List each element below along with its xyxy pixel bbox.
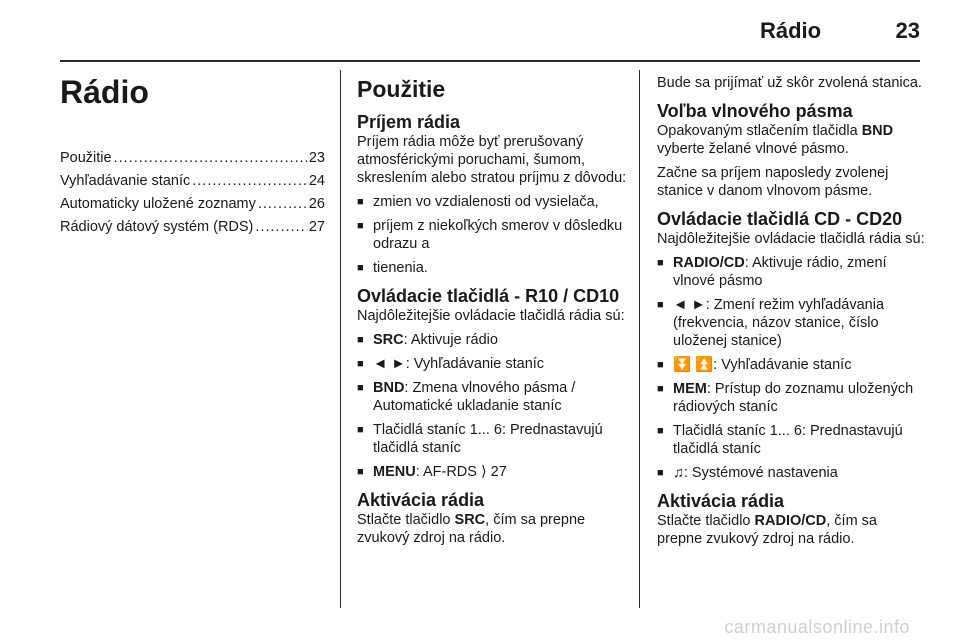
paragraph: Najdôležitejšie ovládacie tlačidlá rádia sú: (657, 231, 925, 247)
bullet-list (357, 331, 627, 481)
toc-entry-title: Vyhľadávanie staníc (60, 173, 191, 189)
key-label: RADIO/CD (673, 255, 745, 271)
list-item: ■ príjem z niekoľkých smerov v dôsledku odrazu a (357, 217, 627, 253)
list-item (657, 356, 925, 374)
item-text: ◄ ►: Zmení režim vyhľadávania (frekvencia, názov stanice, číslo uloženej stanice) (673, 297, 885, 349)
toc-entry-page: 24 (308, 173, 325, 189)
toc-entry-title: Rádiový dátový systém (RDS) (60, 219, 254, 235)
watermark: carmanualsonline.info (724, 617, 910, 637)
subsection-title-activation: Aktivácia rádia (657, 491, 785, 511)
list-item (657, 422, 925, 458)
toc-leader-dots (114, 148, 307, 168)
paragraph: Najdôležitejšie ovládacie tlačidlá rádia sú: (357, 308, 625, 324)
bullet-list (357, 193, 627, 277)
subsection-title-reception: Príjem rádia (357, 112, 461, 132)
text-run: , čím sa prepne zvukový zdroj na rádio. (357, 512, 586, 546)
paragraph (657, 512, 925, 548)
paragraph (657, 122, 925, 158)
item-text: : Aktivuje rádio, zmení vlnové pásmo (673, 255, 887, 289)
item-text: : Aktivuje rádio (403, 332, 498, 348)
toc-entry[interactable] (60, 148, 325, 168)
column-divider-2 (639, 70, 640, 608)
chapter-title: Rádio (60, 74, 149, 110)
list-item: ■ zmien vo vzdialenosti od vysielača, (357, 193, 627, 211)
item-text: : AF-RDS ⟩ 27 (415, 464, 507, 480)
bullet-list (657, 254, 925, 482)
item-text: Tlačidlá staníc 1... 6: Prednastavujú tlačidlá staníc (373, 422, 603, 456)
key-label: MEM (673, 381, 707, 397)
list-item (357, 421, 627, 457)
content-column-3 (657, 74, 925, 554)
toc-entry-title: Použitie (60, 150, 112, 166)
key-label: BND (373, 380, 405, 396)
key-label: BND (861, 123, 894, 139)
key-label: MENU (373, 464, 416, 480)
key-label: RADIO/CD (754, 513, 827, 529)
toc-entry-page: 27 (308, 219, 325, 235)
key-label: SRC (373, 332, 404, 348)
toc-leader-dots (192, 171, 307, 191)
content-column-2 (357, 74, 627, 553)
item-text: Tlačidlá staníc 1... 6: Prednastavujú tlačidlá staníc (673, 423, 903, 457)
text-run: , čím sa prepne zvukový zdroj na rádio. (657, 513, 877, 547)
toc-entry-page: 23 (308, 150, 325, 166)
header-title: Rádio (760, 18, 822, 43)
list-item (357, 331, 627, 349)
list-item (357, 379, 627, 415)
toc-leader-dots (258, 194, 307, 214)
paragraph: Začne sa príjem naposledy zvolenej stanice v danom vlnovom pásme. (657, 165, 889, 199)
list-item (657, 254, 925, 290)
toc-leader-dots (255, 217, 306, 237)
item-text: ⏬ ⏫: Vyhľadávanie staníc (673, 357, 852, 373)
paragraph (357, 511, 627, 547)
toc-column (60, 74, 325, 240)
list-item: ■ tienenia. (357, 259, 627, 277)
header-rule (60, 60, 920, 62)
table-of-contents (60, 148, 325, 237)
paragraph: Príjem rádia môže byť prerušovaný atmosférickými poruchami, šumom, skreslením alebo stratou príjmu z dôvodu: (357, 134, 627, 186)
text-run: vyberte želané vlnové pásmo. (657, 141, 849, 157)
key-label: SRC (454, 512, 486, 528)
text-run: Stlačte tlačidlo (657, 513, 755, 529)
toc-entry[interactable] (60, 194, 325, 214)
item-text: ♫: Systémové nastavenia (673, 465, 838, 481)
list-item (357, 355, 627, 373)
subsection-title-band: Voľba vlnového pásma (657, 101, 853, 121)
section-heading: Použitie (357, 76, 446, 102)
subsection-title-cd-controls: Ovládacie tlačidlá CD - CD20 (657, 209, 903, 229)
page-number: 23 (895, 18, 920, 43)
toc-entry-page: 26 (308, 196, 325, 212)
list-item (657, 464, 925, 482)
paragraph: Bude sa prijímať už skôr zvolená stanica. (657, 75, 922, 91)
toc-entry[interactable] (60, 217, 325, 237)
text-run: Stlačte tlačidlo (357, 512, 455, 528)
toc-entry-title: Automaticky uložené zoznamy (60, 196, 256, 212)
item-text: : Zmena vlnového pásma / Automatické ukladanie staníc (373, 380, 576, 414)
item-text: ◄ ►: Vyhľadávanie staníc (373, 356, 545, 372)
column-divider-1 (340, 70, 341, 608)
item-text: : Prístup do zoznamu uložených rádiových staníc (673, 381, 914, 415)
list-item (357, 463, 627, 481)
subsection-title-controls: Ovládacie tlačidlá - R10 / CD10 (357, 286, 620, 306)
text-run: Opakovaným stlačením tlačidla (657, 123, 862, 139)
list-item (657, 296, 925, 350)
list-item (657, 380, 925, 416)
subsection-title-activation: Aktivácia rádia (357, 490, 485, 510)
toc-entry[interactable] (60, 171, 325, 191)
